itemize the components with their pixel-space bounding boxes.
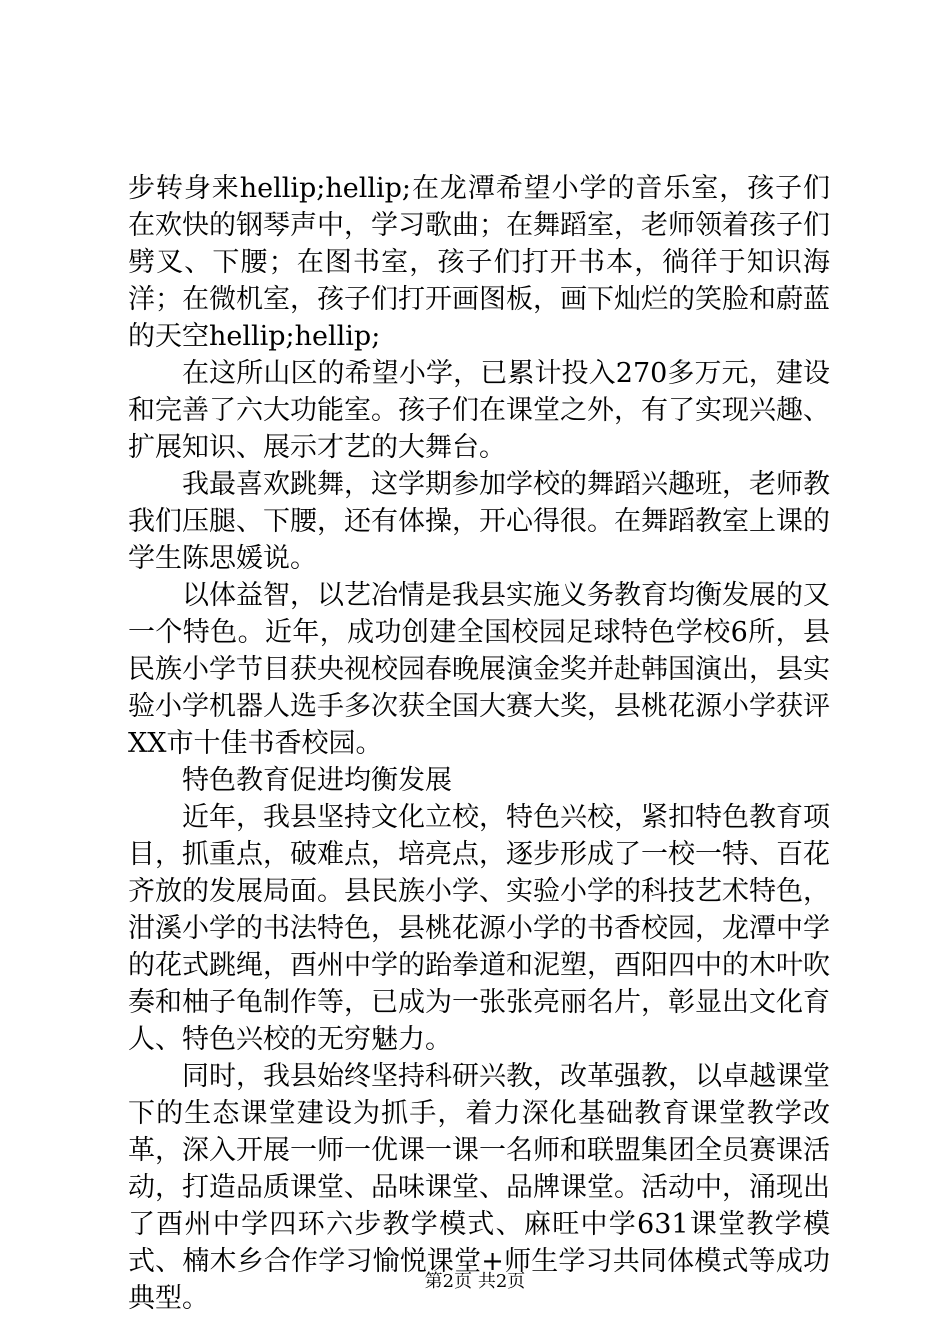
paragraph-continuation: 步转身来hellip;hellip;在龙潭希望小学的音乐室，孩子们在欢快的钢琴声中，学习歌曲；在舞蹈室，老师领着孩子们劈叉、下腰；在图书室，孩子们打开书本，徜徉于知识海洋；在微机室，孩子们打开画图板，画下灿烂的笑脸和蔚蓝的天空hellip;hellip; [128,173,830,352]
paragraph-reform: 同时，我县始终坚持科研兴教，改革强教，以卓越课堂下的生态课堂建设为抓手，着力深化基础教育课堂教学改革，深入开展一师一优课一课一名师和联盟集团全员赛课活动，打造品质课堂、品味课堂、品牌课堂。活动中，涌现出了酉州中学四环六步教学模式、麻旺中学631课堂教学模式、楠木乡合作学习愉悦课堂+师生学习共同体模式等成功典型。 [128,1061,830,1314]
page-footer: 第2页 共2页 [424,1271,526,1292]
paragraph-features: 近年，我县坚持文化立校，特色兴校，紧扣特色教育项目，抓重点，破难点，培亮点，逐步形成了一校一特、百花齐放的发展局面。县民族小学、实验小学的科技艺术特色，泔溪小学的书法特色，县桃花源小学的书香校园，龙潭中学的花式跳绳，酉州中学的跆拳道和泥塑，酉阳四中的木叶吹奏和柚子龟制作等，已成为一张张亮丽名片，彰显出文化育人、特色兴校的无穷魅力。 [128,802,830,1055]
paragraph-student-quote: 我最喜欢跳舞，这学期参加学校的舞蹈兴趣班，老师教我们压腿、下腰，还有体操，开心得很。在舞蹈教室上课的学生陈思媛说。 [128,469,830,574]
paragraph-arts-sports: 以体益智，以艺冶情是我县实施义务教育均衡发展的又一个特色。近年，成功创建全国校园足球特色学校6所，县民族小学节目获央视校园春晚展演金奖并赴韩国演出，县实验小学机器人选手多次获全国大赛大奖，县桃花源小学获评XX市十佳书香校园。 [128,580,830,759]
document-body [128,170,830,1317]
section-heading: 特色教育促进均衡发展 [182,765,452,796]
paragraph-investment: 在这所山区的希望小学，已累计投入270多万元，建设和完善了六大功能室。孩子们在课堂之外，有了实现兴趣、扩展知识、展示才艺的大舞台。 [128,358,830,463]
